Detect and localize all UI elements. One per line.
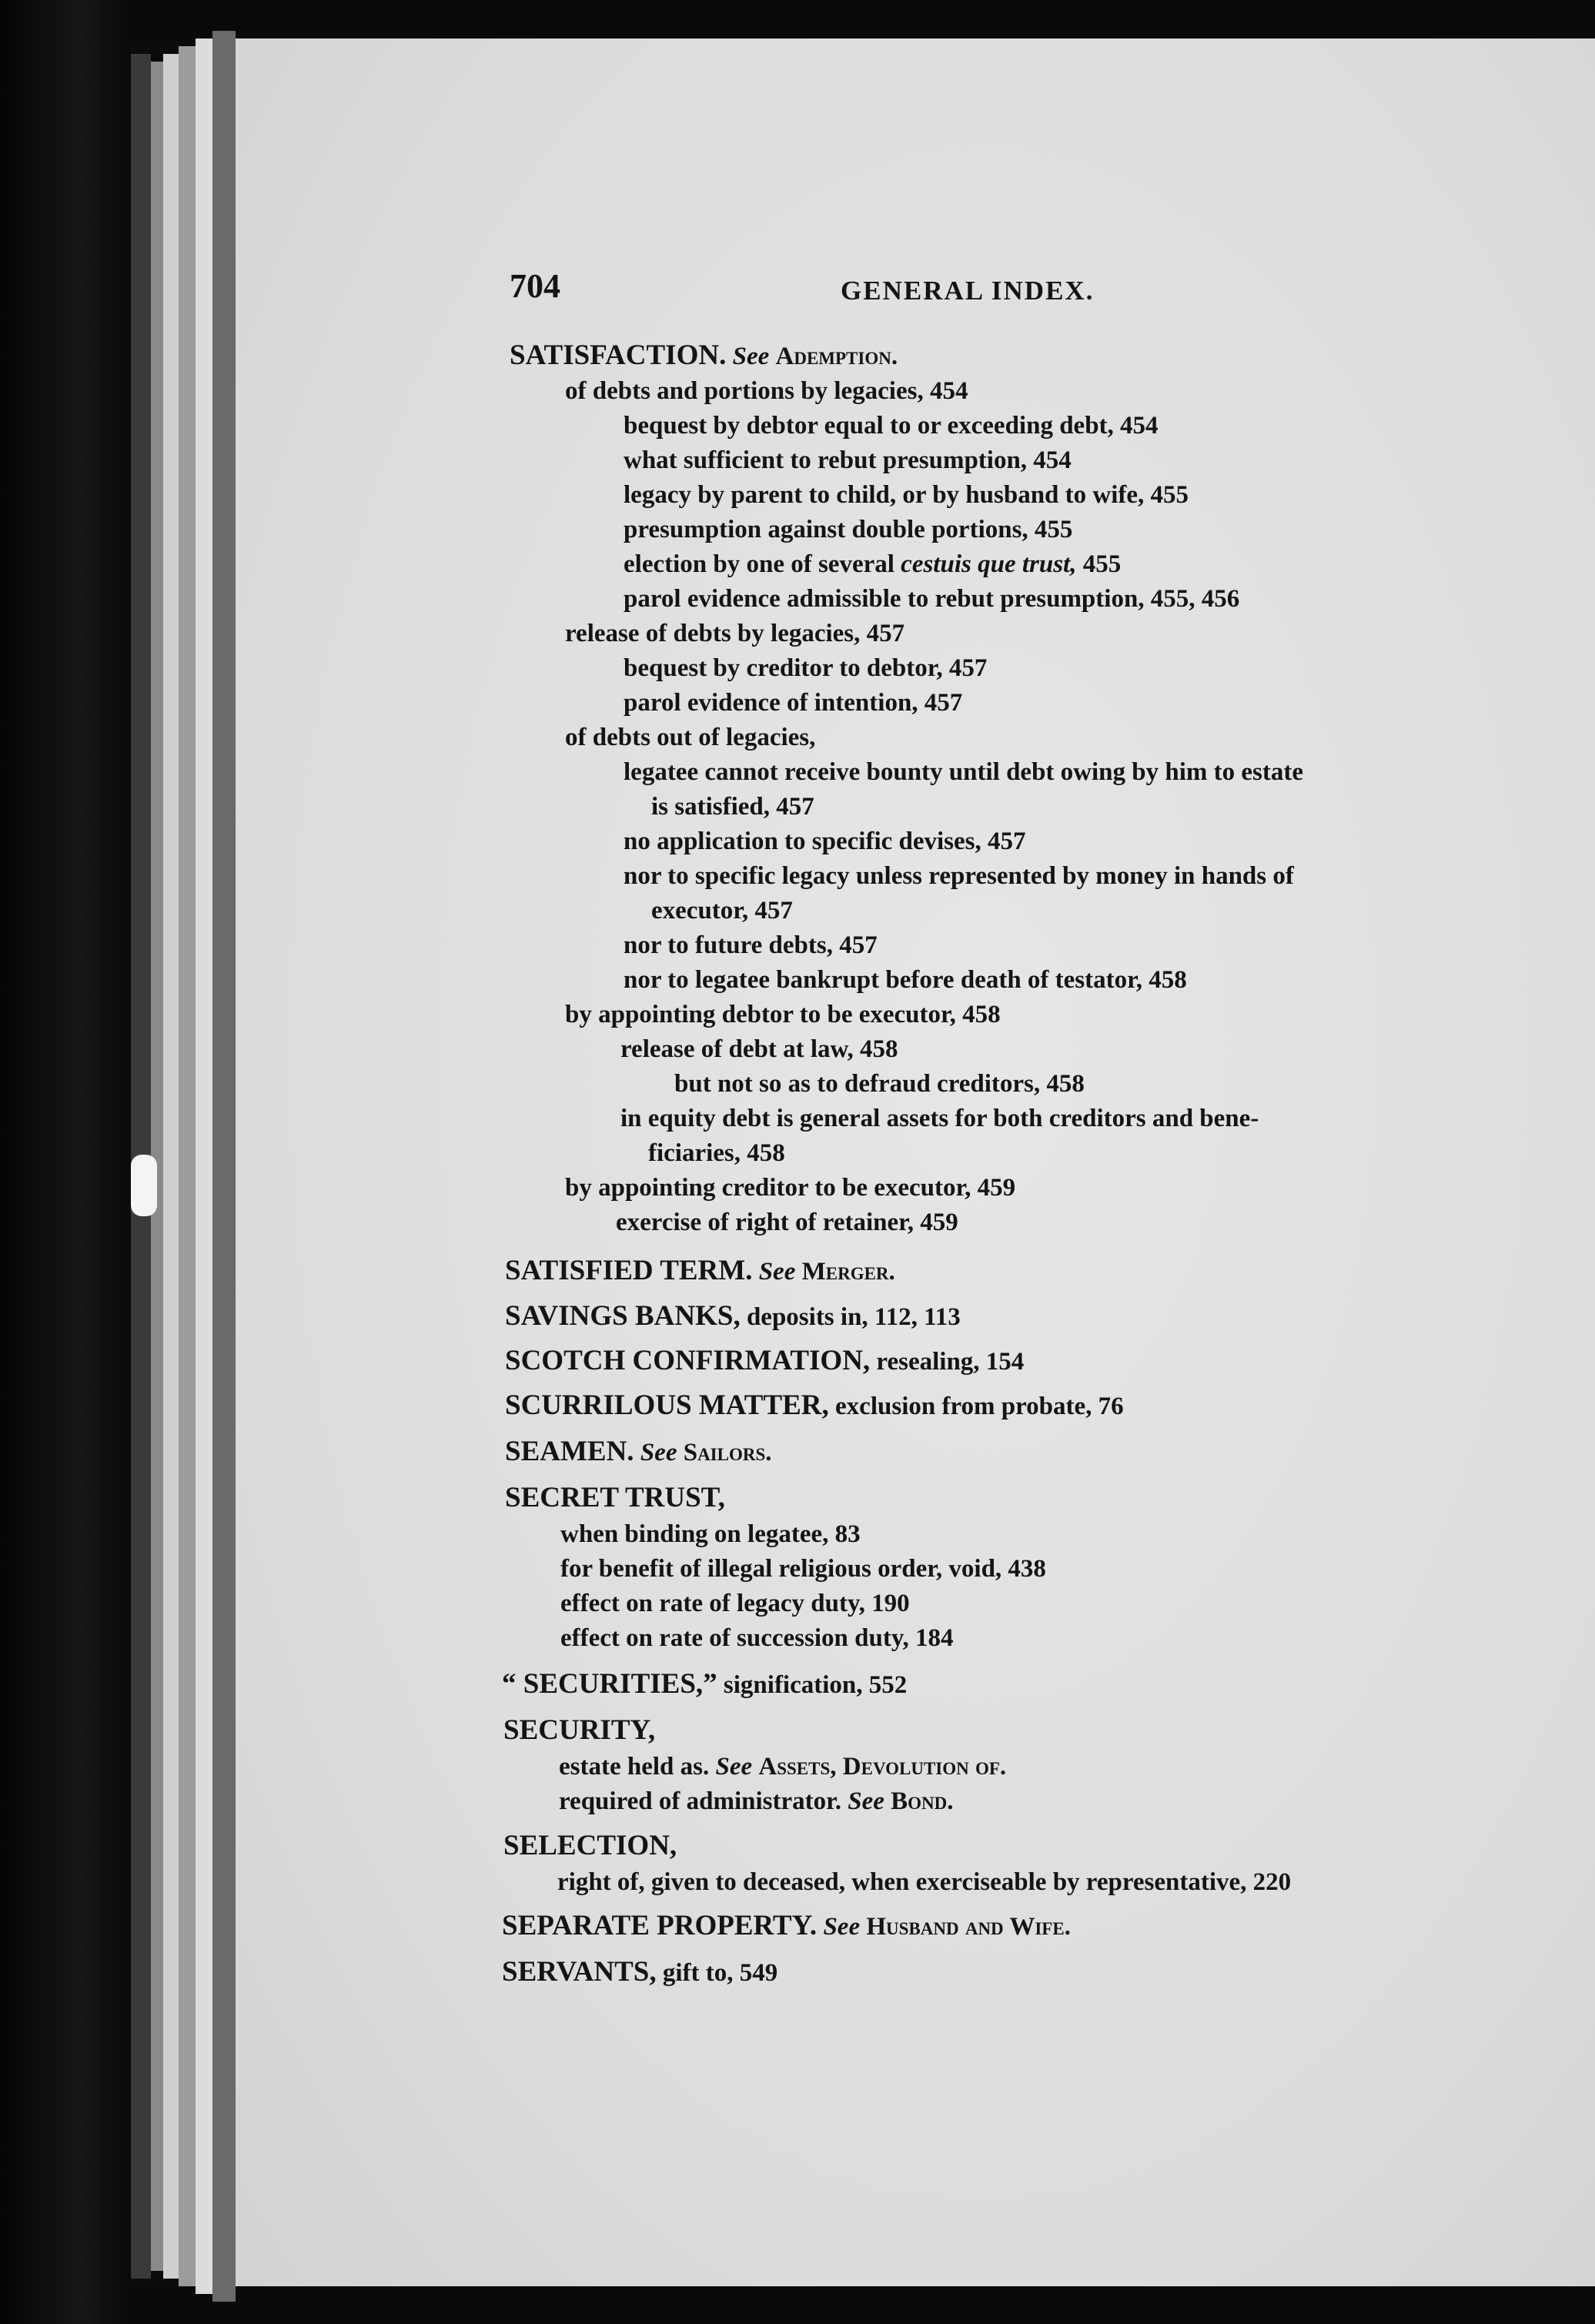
subentry: what sufficient to rebut presumption, 454 — [624, 446, 1072, 474]
running-head: GENERAL INDEX. — [841, 276, 1095, 306]
see-label: See — [640, 1439, 677, 1466]
page-stack-edge — [163, 54, 179, 2279]
subentry-page: 455 — [1076, 550, 1122, 578]
page-stack-edge — [212, 31, 236, 2302]
index-entry-satisfaction — [510, 339, 898, 373]
see-label: See — [732, 343, 770, 370]
index-entry-savings-banks — [505, 1299, 961, 1334]
subentry: nor to future debts, 457 — [624, 931, 878, 959]
entry-heading: “ SECURITIES,” — [502, 1668, 717, 1700]
subentry-continuation: executor, 457 — [651, 897, 793, 925]
subentry: when binding on legatee, 83 — [560, 1520, 861, 1548]
entry-heading: SECURITY, — [503, 1714, 656, 1746]
subentry: presumption against double portions, 455 — [624, 516, 1073, 543]
index-entry-selection — [503, 1829, 677, 1864]
page-number: 704 — [510, 267, 560, 305]
page-tab-mark — [131, 1155, 157, 1216]
book-spine-shadow — [0, 0, 131, 2324]
subentry: bequest by debtor equal to or exceeding debt, 454 — [624, 412, 1159, 440]
see-label: See — [848, 1787, 884, 1815]
index-entry-scurrilous-matter — [505, 1389, 1124, 1423]
subentry-continuation: is satisfied, 457 — [651, 793, 814, 821]
latin-term: cestuis que trust, — [901, 550, 1077, 578]
index-entry-security — [503, 1714, 655, 1748]
subentry: legacy by parent to child, or by husband to wife, 455 — [624, 481, 1189, 509]
index-entry-servants — [502, 1955, 777, 1990]
subentry-continuation: ficiaries, 458 — [648, 1139, 785, 1167]
subentry: release of debts by legacies, 457 — [565, 620, 905, 647]
subentry: effect on rate of legacy duty, 190 — [560, 1590, 910, 1617]
subentry: exercise of right of retainer, 459 — [616, 1209, 958, 1236]
subentry: by appointing creditor to be executor, 459 — [565, 1174, 1016, 1202]
cross-reference: Husband and Wife. — [866, 1913, 1071, 1941]
index-entry-scotch-confirmation — [505, 1344, 1024, 1379]
index-entry-satisfied-term — [505, 1254, 895, 1289]
entry-heading: SEPARATE PROPERTY. — [502, 1910, 818, 1941]
subentry: nor to legatee bankrupt before death of testator, 458 — [624, 966, 1187, 994]
cross-reference: Merger. — [801, 1258, 895, 1286]
subentry: release of debt at law, 458 — [620, 1035, 898, 1063]
index-entry-separate-property — [502, 1909, 1071, 1944]
subentry: legatee cannot receive bounty until debt owing by him to estate — [624, 758, 1303, 786]
subentry: in equity debt is general assets for both creditors and bene- — [620, 1105, 1259, 1132]
subentry: of debts out of legacies, — [565, 724, 816, 751]
index-entry-secret-trust — [505, 1481, 725, 1516]
cross-reference: Bond. — [891, 1787, 954, 1815]
subentry: parol evidence admissible to rebut presumption, 455, 456 — [624, 585, 1240, 613]
subentry: by appointing debtor to be executor, 458 — [565, 1001, 1001, 1028]
subentry: for benefit of illegal religious order, void, 438 — [560, 1555, 1046, 1583]
subentry — [559, 1750, 1006, 1784]
scan-bottom-border — [0, 2285, 1595, 2324]
entry-heading: SCOTCH CONFIRMATION, — [505, 1345, 871, 1376]
subentry: no application to specific devises, 457 — [624, 828, 1026, 855]
subentry: parol evidence of intention, 457 — [624, 689, 963, 717]
entry-text: resealing, 154 — [870, 1348, 1025, 1376]
page-stack-edge — [179, 46, 196, 2286]
entry-heading: SERVANTS, — [502, 1956, 657, 1988]
page-stack-edge — [196, 38, 212, 2294]
subentry: effect on rate of succession duty, 184 — [560, 1624, 954, 1652]
entry-heading: SATISFACTION. — [510, 339, 727, 371]
entry-heading: SEAMEN. — [505, 1436, 634, 1467]
subentry: nor to specific legacy unless represented by money in hands of — [624, 862, 1294, 890]
entry-heading: SAVINGS BANKS, — [505, 1300, 741, 1332]
subentry — [624, 547, 1121, 581]
subentry-text: election by one of several — [624, 550, 901, 578]
entry-text: deposits in, 112, 113 — [740, 1303, 961, 1331]
cross-reference: Sailors. — [683, 1439, 772, 1466]
entry-text: gift to, 549 — [656, 1959, 778, 1987]
subentry — [559, 1784, 954, 1818]
cross-reference: Ademption. — [775, 343, 898, 370]
entry-heading: SECRET TRUST, — [505, 1482, 725, 1513]
subentry: but not so as to defraud creditors, 458 — [674, 1070, 1085, 1098]
cross-reference: Assets, Devolution of. — [758, 1753, 1007, 1781]
subentry: right of, given to deceased, when exerciseable by representative, 220 — [557, 1868, 1292, 1896]
entry-heading: SATISFIED TERM. — [505, 1255, 753, 1286]
entry-heading: SELECTION, — [503, 1830, 677, 1861]
index-entry-seamen — [505, 1435, 772, 1470]
entry-text: exclusion from probate, 76 — [828, 1393, 1124, 1420]
see-label: See — [715, 1753, 753, 1781]
entry-heading: SCURRILOUS MATTER, — [505, 1389, 829, 1421]
subentry-text: required of administrator. — [559, 1787, 848, 1815]
index-entry-securities — [502, 1667, 907, 1702]
subentry-text: estate held as. — [559, 1753, 716, 1781]
subentry: bequest by creditor to debtor, 457 — [624, 654, 988, 682]
entry-text: signification, 552 — [717, 1671, 908, 1699]
see-label: See — [758, 1258, 796, 1286]
see-label: See — [823, 1913, 861, 1941]
subentry: of debts and portions by legacies, 454 — [565, 377, 968, 405]
